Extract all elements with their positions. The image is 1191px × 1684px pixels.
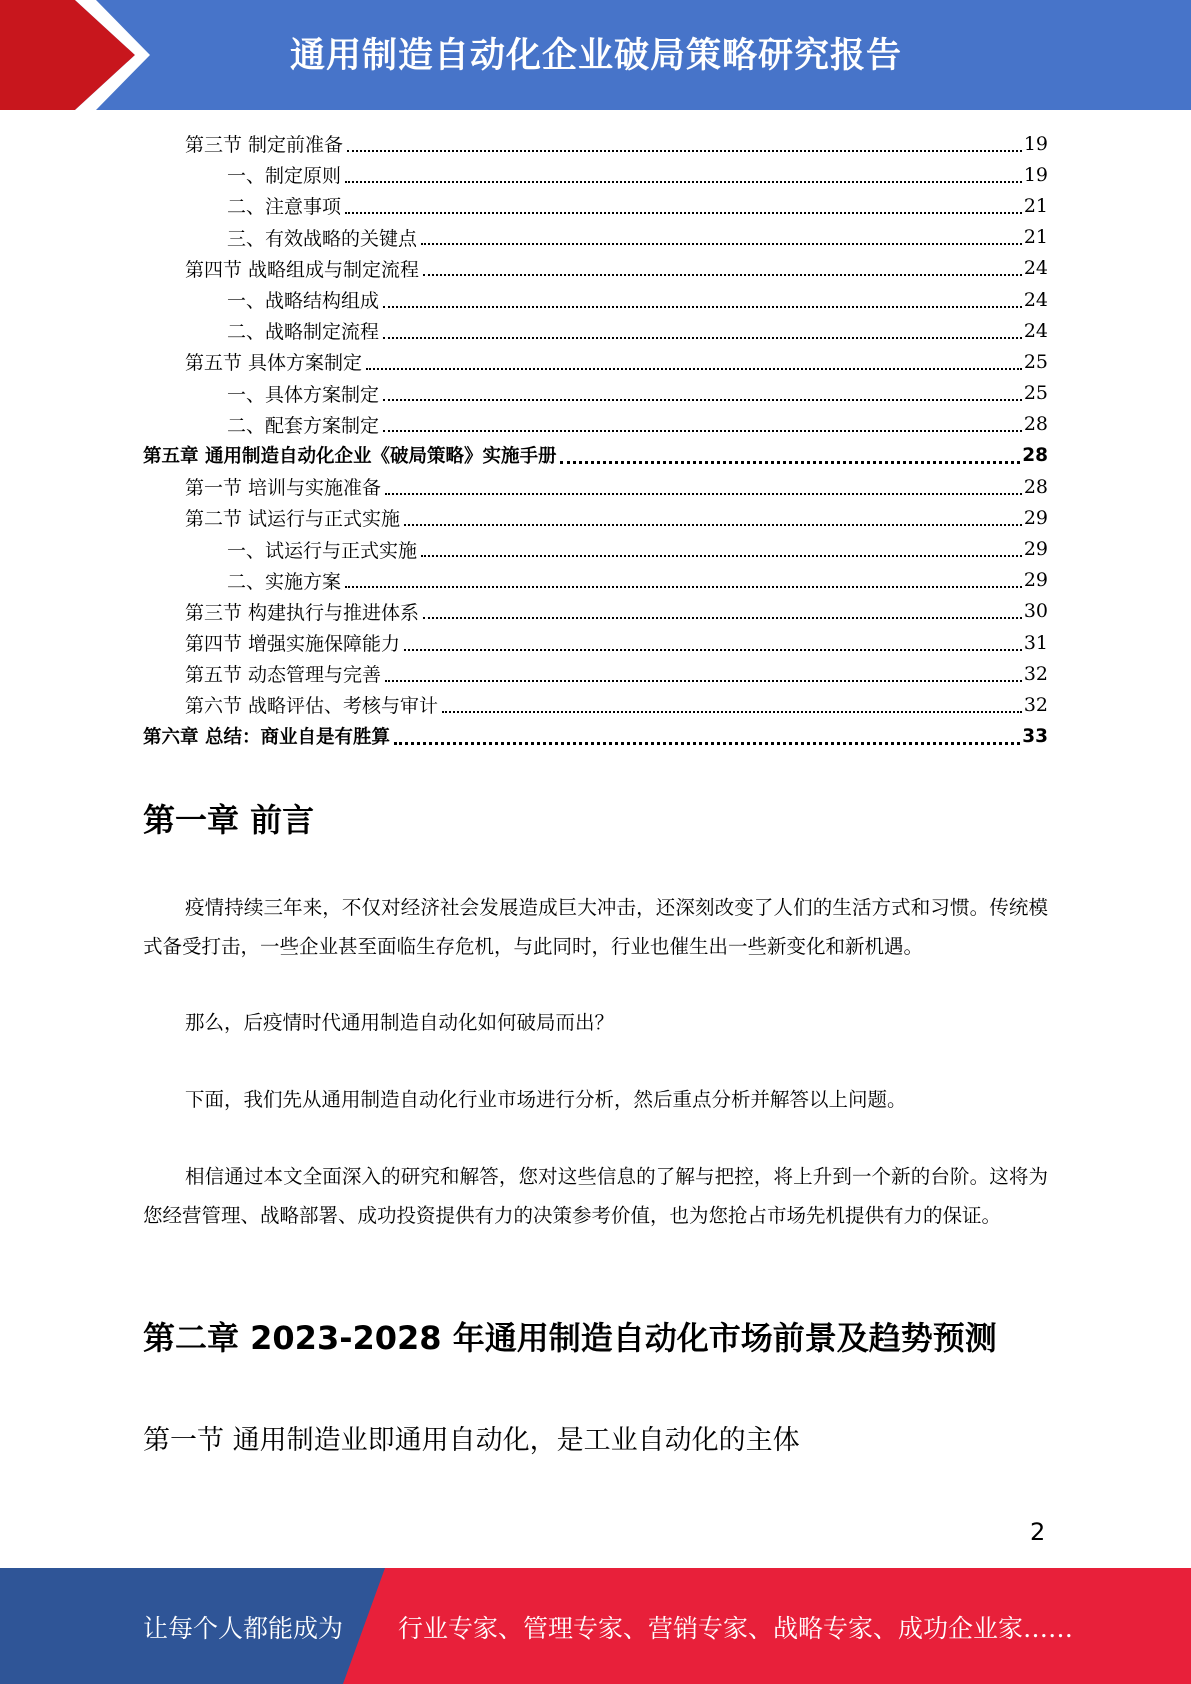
page-number: 2 bbox=[1030, 1518, 1046, 1546]
toc-dot-leader bbox=[345, 212, 1022, 214]
toc-entry-label: 三、有效战略的关键点 bbox=[227, 227, 418, 250]
toc-dot-leader bbox=[404, 524, 1022, 526]
toc-entry-page: 21 bbox=[1023, 194, 1048, 217]
toc-entry-label: 第五节 具体方案制定 bbox=[185, 352, 363, 375]
toc-entry-label: 第二节 试运行与正式实施 bbox=[185, 508, 401, 531]
toc-entry-label: 第四节 增强实施保障能力 bbox=[185, 633, 401, 656]
toc-entry-page: 21 bbox=[1023, 226, 1048, 249]
paragraph-4: 相信通过本文全面深入的研究和解答，您对这些信息的了解与把控，将上升到一个新的台阶。这将为您经营管理、战略部署、成功投资提供有力的决策参考价值，也为您抢占市场先机提供有力的保证。 bbox=[143, 1165, 1048, 1227]
toc-entry-page: 31 bbox=[1023, 631, 1048, 654]
toc-entry-label: 二、战略制定流程 bbox=[227, 321, 380, 344]
toc-entry[interactable] bbox=[143, 689, 1048, 720]
toc-dot-leader bbox=[421, 555, 1022, 557]
toc-entry-page: 30 bbox=[1023, 600, 1048, 623]
toc-entry-page: 24 bbox=[1023, 319, 1048, 342]
toc-entry-page: 29 bbox=[1023, 569, 1048, 592]
toc-entry[interactable] bbox=[143, 315, 1048, 346]
toc-entry[interactable] bbox=[143, 721, 1048, 752]
report-title: 通用制造自动化企业破局策略研究报告 bbox=[290, 36, 903, 76]
toc-entry-label: 一、战略结构组成 bbox=[227, 290, 380, 313]
toc-entry-label: 第三节 构建执行与推进体系 bbox=[185, 601, 420, 624]
toc-entry[interactable] bbox=[143, 533, 1048, 564]
toc-entry-label: 第六章 总结：商业自是有胜算 bbox=[143, 727, 390, 749]
footer-slogan-left: 让每个人都能成为 bbox=[143, 1614, 344, 1643]
toc-entry-label: 二、实施方案 bbox=[227, 570, 342, 593]
toc-entry-label: 二、配套方案制定 bbox=[227, 414, 380, 437]
chapter-1-heading: 第一章 前言 bbox=[143, 801, 315, 839]
toc-dot-leader bbox=[345, 586, 1022, 588]
toc-entry[interactable] bbox=[143, 658, 1048, 689]
toc-entry-label: 第五章 通用制造自动化企业《破局策略》实施手册 bbox=[143, 446, 557, 468]
toc-dot-leader bbox=[385, 493, 1022, 495]
toc-dot-leader bbox=[394, 742, 1020, 745]
toc-entry-page: 19 bbox=[1023, 163, 1048, 186]
toc-entry-label: 第一节 培训与实施准备 bbox=[185, 477, 382, 500]
toc-dot-leader bbox=[366, 368, 1022, 370]
toc-entry[interactable] bbox=[143, 502, 1048, 533]
toc-entry[interactable] bbox=[143, 222, 1048, 253]
toc-entry-page: 28 bbox=[1023, 413, 1048, 436]
toc-entry-page: 19 bbox=[1023, 132, 1048, 155]
toc-dot-leader bbox=[383, 399, 1022, 401]
toc-entry[interactable] bbox=[143, 471, 1048, 502]
toc-entry-page: 29 bbox=[1023, 506, 1048, 529]
toc-entry-page: 25 bbox=[1023, 350, 1048, 373]
toc-entry[interactable] bbox=[143, 159, 1048, 190]
footer-slogan-right: 行业专家、管理专家、营销专家、战略专家、成功企业家…… bbox=[398, 1614, 1074, 1643]
toc-entry-page: 25 bbox=[1023, 382, 1048, 405]
toc-dot-leader bbox=[385, 680, 1022, 682]
toc-entry-page: 32 bbox=[1023, 662, 1048, 685]
toc-dot-leader bbox=[404, 649, 1022, 651]
paragraph-2: 那么，后疫情时代通用制造自动化如何破局而出？ bbox=[185, 1011, 615, 1034]
toc-dot-leader bbox=[423, 274, 1022, 276]
toc-entry-page: 24 bbox=[1023, 257, 1048, 280]
toc-dot-leader bbox=[421, 243, 1022, 245]
toc-entry[interactable] bbox=[143, 409, 1048, 440]
toc-entry[interactable] bbox=[143, 596, 1048, 627]
toc-entry[interactable] bbox=[143, 253, 1048, 284]
toc-entry-label: 第五节 动态管理与完善 bbox=[185, 664, 382, 687]
chapter-2-heading: 第二章 2023-2028 年通用制造自动化市场前景及趋势预测 bbox=[143, 1319, 997, 1357]
toc-entry-page: 28 bbox=[1022, 444, 1048, 466]
page-footer-banner bbox=[0, 1568, 1191, 1684]
table-of-contents bbox=[143, 128, 1048, 752]
toc-entry[interactable] bbox=[143, 627, 1048, 658]
toc-entry[interactable] bbox=[143, 284, 1048, 315]
toc-entry-label: 二、注意事项 bbox=[227, 196, 342, 219]
toc-dot-leader bbox=[383, 306, 1022, 308]
toc-entry[interactable] bbox=[143, 440, 1048, 471]
toc-entry[interactable] bbox=[143, 378, 1048, 409]
paragraph-1: 疫情持续三年来，不仅对经济社会发展造成巨大冲击，还深刻改变了人们的生活方式和习惯。传统模式备受打击，一些企业甚至面临生存危机，与此同时，行业也催生出一些新变化和新机遇。 bbox=[143, 896, 1048, 958]
page-header-banner bbox=[0, 0, 1191, 110]
toc-entry[interactable] bbox=[143, 128, 1048, 159]
toc-dot-leader bbox=[347, 150, 1022, 152]
toc-dot-leader bbox=[383, 430, 1022, 432]
section-1-heading: 第一节 通用制造业即通用自动化，是工业自动化的主体 bbox=[143, 1425, 800, 1456]
toc-entry-page: 24 bbox=[1023, 288, 1048, 311]
toc-dot-leader bbox=[345, 181, 1022, 183]
toc-dot-leader bbox=[383, 337, 1022, 339]
toc-entry[interactable] bbox=[143, 565, 1048, 596]
toc-entry[interactable] bbox=[143, 190, 1048, 221]
toc-dot-leader bbox=[560, 461, 1020, 464]
toc-entry-label: 第六节 战略评估、考核与审计 bbox=[185, 695, 439, 718]
toc-entry-page: 29 bbox=[1023, 538, 1048, 561]
paragraph-3: 下面，我们先从通用制造自动化行业市场进行分析，然后重点分析并解答以上问题。 bbox=[185, 1088, 907, 1111]
toc-entry-label: 第三节 制定前准备 bbox=[185, 134, 344, 157]
toc-entry-label: 一、试运行与正式实施 bbox=[227, 539, 418, 562]
toc-entry-label: 一、具体方案制定 bbox=[227, 383, 380, 406]
toc-entry-page: 28 bbox=[1023, 475, 1048, 498]
toc-entry-page: 33 bbox=[1022, 725, 1048, 747]
toc-entry-label: 一、制定原则 bbox=[227, 165, 342, 188]
toc-dot-leader bbox=[442, 711, 1022, 713]
toc-entry[interactable] bbox=[143, 346, 1048, 377]
toc-entry-page: 32 bbox=[1023, 693, 1048, 716]
toc-entry-label: 第四节 战略组成与制定流程 bbox=[185, 258, 420, 281]
toc-dot-leader bbox=[423, 617, 1022, 619]
